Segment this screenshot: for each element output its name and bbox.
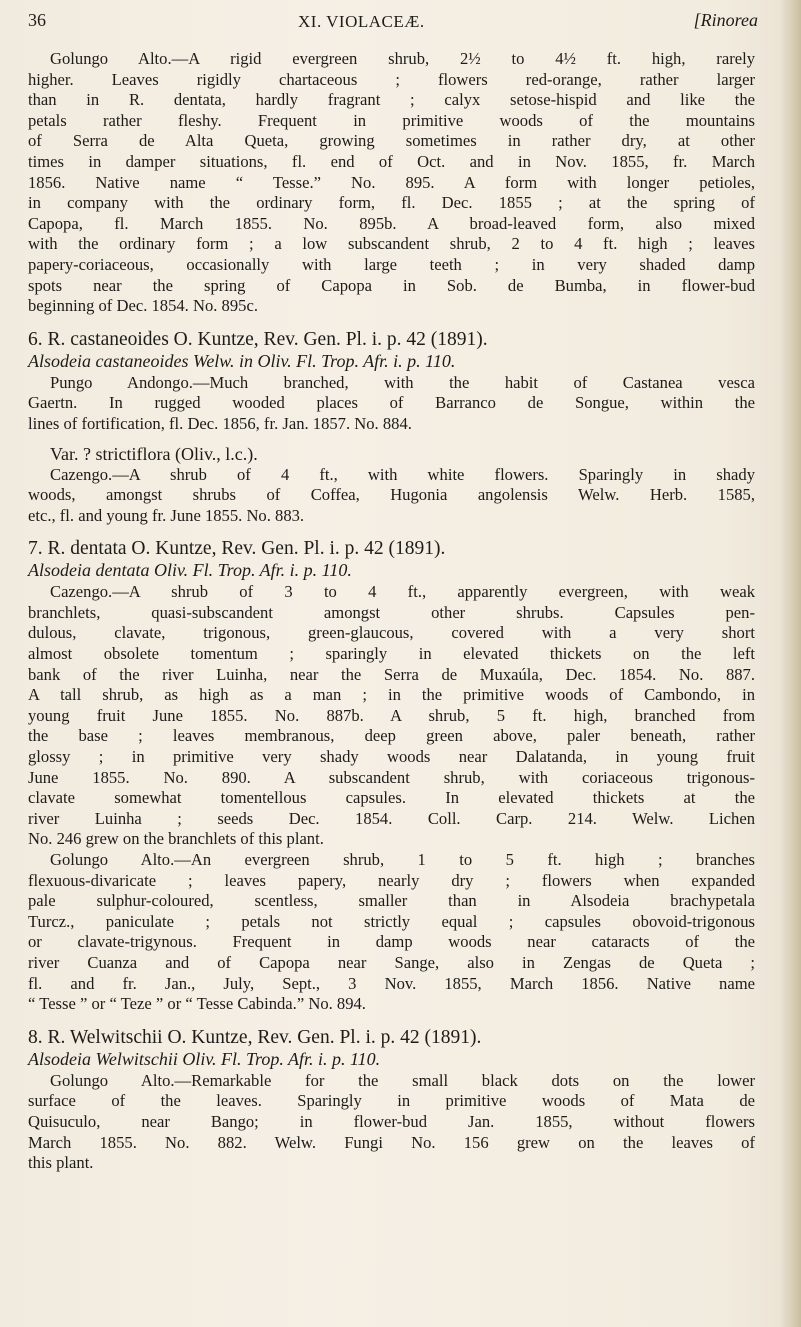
paragraph-golungo-alto-welwitschii	[28, 1071, 755, 1174]
species-heading-welwitschii: 8. R. Welwitschii O. Kuntze, Rev. Gen. Pl. i. p. 42 (1891).	[28, 1026, 482, 1048]
text-line: lines of fortification, fl. Dec. 1856, fr. Jan. 1857. No. 884.	[28, 413, 412, 433]
text-line: June 1855. No. 890. A subscandent shrub, with coriaceous trigonous-	[28, 767, 755, 787]
text-line: Gaertn. In rugged wooded places of Barranco de Songue, within the	[28, 393, 755, 413]
text-line: bank of the river Luinha, near the Serra de Muxaúla, Dec. 1854. No. 887.	[28, 664, 755, 684]
text-line: young fruit June 1855. No. 887b. A shrub, 5 ft. high, branched from	[28, 705, 755, 725]
text-line: river Luinha ; seeds Dec. 1854. Coll. Carp. 214. Welw. Lichen	[28, 808, 755, 828]
text-line: river Cuanza and of Capopa near Sange, also in Zengas de Queta ;	[28, 952, 755, 972]
text-line: A tall shrub, as high as a man ; in the primitive woods of Cambondo, in	[28, 685, 755, 705]
paragraph-cazengo-var	[28, 465, 755, 527]
text-line: clavate somewhat tomentellous capsules. In elevated thickets at the	[28, 788, 755, 808]
text-line: 1856. Native name “ Tesse.” No. 895. A form with longer petioles,	[28, 172, 755, 192]
text-line: in company with the ordinary form, fl. Dec. 1855 ; at the spring of	[28, 193, 755, 213]
synonym-dentata: Alsodeia dentata Oliv. Fl. Trop. Afr. i. p. 110.	[28, 560, 352, 581]
page-edge-shadow	[779, 0, 801, 1327]
text-line: Golungo Alto.—Remarkable for the small black dots on the lower	[50, 1070, 755, 1090]
page-header	[28, 10, 758, 36]
paragraph-golungo-alto-dentata	[28, 850, 755, 1015]
species-heading-castaneoides: 6. R. castaneoides O. Kuntze, Rev. Gen. Pl. i. p. 42 (1891).	[28, 328, 488, 350]
text-line: the base ; leaves membranous, deep green above, paler beneath, rather	[28, 726, 755, 746]
text-line: flexuous-divaricate ; leaves papery, nearly dry ; flowers when expanded	[28, 870, 755, 890]
text-line: Golungo Alto.—An evergreen shrub, 1 to 5 ft. high ; branches	[50, 850, 755, 869]
text-line: times in damper situations, fl. end of Oct. and in Nov. 1855, fr. March	[28, 151, 755, 171]
text-line: March 1855. No. 882. Welw. Fungi No. 156 grew on the leaves of	[28, 1132, 755, 1152]
text-line: with the ordinary form ; a low subscandent shrub, 2 to 4 ft. high ; leaves	[28, 234, 755, 254]
text-line: Cazengo.—A shrub of 4 ft., with white flowers. Sparingly in shady	[50, 464, 755, 484]
species-heading-dentata: 7. R. dentata O. Kuntze, Rev. Gen. Pl. i. p. 42 (1891).	[28, 538, 446, 560]
paragraph-golungo-alto-1	[28, 49, 755, 317]
running-title: XI. VIOLACEÆ.	[298, 12, 425, 31]
text-line: etc., fl. and young fr. June 1855. No. 883.	[28, 505, 305, 525]
text-line: fl. and fr. Jan., July, Sept., 3 Nov. 1855, March 1856. Native name	[28, 973, 755, 993]
text-line: Golungo Alto.—A rigid evergreen shrub, 2½ to 4½ ft. high, rarely	[50, 49, 755, 68]
paragraph-cazengo-dentata	[28, 582, 755, 850]
text-line: Quisuculo, near Bango; in flower-bud Jan. 1855, without flowers	[28, 1111, 755, 1131]
text-line: pale sulphur-coloured, scentless, smaller than in Alsodeia brachypetala	[28, 891, 755, 911]
synonym-welwitschii: Alsodeia Welwitschii Oliv. Fl. Trop. Afr. i. p. 110.	[28, 1048, 381, 1069]
text-line: Capopa, fl. March 1855. No. 895b. A broad-leaved form, also mixed	[28, 213, 755, 233]
running-genus: [Rinorea	[693, 10, 758, 30]
text-line: dulous, clavate, trigonous, green-glaucous, covered with a very short	[28, 623, 755, 643]
body-text	[28, 49, 755, 1174]
text-line: “ Tesse ” or “ Teze ” or “ Tesse Cabinda.” No. 894.	[28, 994, 366, 1014]
text-line: Turcz., paniculate ; petals not strictly equal ; capsules obovoid-trigonous	[28, 911, 755, 931]
text-line: Cazengo.—A shrub of 3 to 4 ft., apparently evergreen, with weak	[50, 582, 755, 602]
text-line: of Serra de Alta Queta, growing sometimes in rather dry, at other	[28, 131, 755, 151]
text-line: almost obsolete tomentum ; sparingly in elevated thickets on the left	[28, 644, 755, 664]
text-line: Pungo Andongo.—Much branched, with the habit of Castanea vesca	[50, 372, 755, 392]
variety-heading-strictiflora: Var. ? strictiflora (Oliv., l.c.).	[50, 443, 258, 464]
synonym-castaneoides: Alsodeia castaneoides Welw. in Oliv. Fl. Trop. Afr. i. p. 110.	[28, 350, 456, 371]
text-line: higher. Leaves rigidly chartaceous ; flowers red-orange, rather larger	[28, 69, 755, 89]
text-line: branchlets, quasi-subscandent amongst other shrubs. Capsules pen-	[28, 602, 755, 622]
text-line: No. 246 grew on the branchlets of this plant.	[28, 829, 324, 849]
text-line: spots near the spring of Capopa in Sob. de Bumba, in flower-bud	[28, 275, 755, 295]
text-line: than in R. dentata, hardly fragrant ; calyx setose-hispid and like the	[28, 90, 755, 110]
text-line: petals rather fleshy. Frequent in primitive woods of the mountains	[28, 110, 755, 130]
text-line: surface of the leaves. Sparingly in primitive woods of Mata de	[28, 1091, 755, 1111]
text-line: this plant.	[28, 1153, 94, 1173]
paragraph-pungo-andongo	[28, 373, 755, 435]
text-line: glossy ; in primitive very shady woods near Dalatanda, in young fruit	[28, 747, 755, 767]
text-line: woods, amongst shrubs of Coffea, Hugonia angolensis Welw. Herb. 1585,	[28, 485, 755, 505]
text-line: or clavate-trigynous. Frequent in damp woods near cataracts of the	[28, 932, 755, 952]
running-genus-name: Rinorea	[700, 10, 758, 30]
text-line: papery-coriaceous, occasionally with large teeth ; in very shaded damp	[28, 254, 755, 274]
page-number: 36	[28, 10, 46, 30]
text-line: beginning of Dec. 1854. No. 895c.	[28, 296, 258, 316]
